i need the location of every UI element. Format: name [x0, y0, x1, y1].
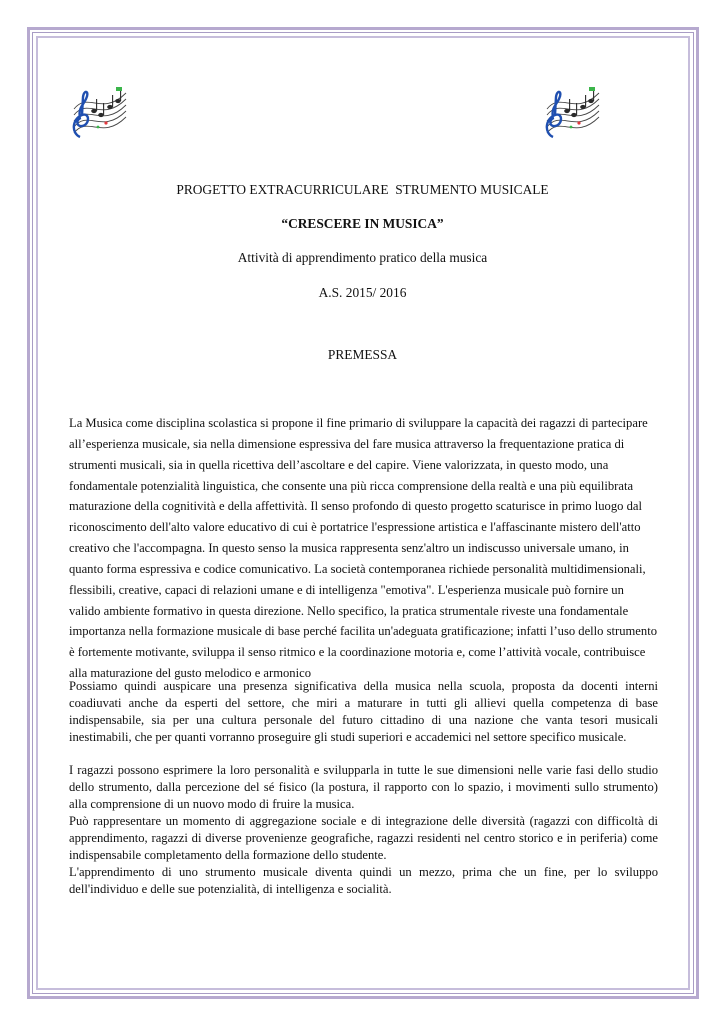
paragraph-personality: I ragazzi possono esprimere la loro personalità e svilupparla in tutte le sue dimensioni nelle varie fasi dello studio dello strumento, dalla percezione del sé fisico (la postura, il rapporto con lo spazio, i movimenti sullo strumento) alla comprensione di un nuovo modo di fruire la musica.	[69, 763, 658, 811]
music-staff-icon	[541, 85, 603, 141]
paragraph-school-music: Possiamo quindi auspicare una presenza significativa della musica nella scuola, proposta da docenti interni coadiuvati anche da esperti del settore, che miri a maturare in tutti gli allievi quella competenza di base indispensabile, sia per una cultura personale del futuro cittadino di una nazione che vanta tesori musicali inestimabili, che per quanti vorranno proseguire gli studi superiori e accademici nel settore specifico musicale.	[69, 679, 658, 744]
section-title: PREMESSA	[327, 347, 398, 362]
school-year: A.S. 2015/ 2016	[318, 285, 407, 300]
paragraph-intro: La Musica come disciplina scolastica si propone il fine primario di sviluppare la capacità dei ragazzi di partecipare all’esperienza musicale, sia nella dimensione espressiva del fare musica attraverso la frequentazione pratica di strumenti musicali, sia in quella ricettiva dell’ascoltare e del capire. Viene valorizzata, in questo modo, una fondamentale potenzialità linguistica, che consente una più ricca comprensione della realtà e una più equilibrata maturazione della cognitività e della affettività. Il senso profondo di questo progetto scaturisce in primo luogo dal riconoscimento dell'alto valore educativo di cui è portatrice l'espressione artistica e l'affascinante mistero dell'atto creativo che l'accompagna. In questo senso la musica rappresenta senz'altro un indiscusso universale umano, in quanto forma espressiva e codice comunicativo. La società contemporanea richiede personalità multidimensionali, flessibili, creative, capaci di relazioni umane e di intelligenza "emotiva". L'esperienza musicale può fornire un valido ambiente formativo in questa direzione. Nello specifico, la pratica strumentale riveste una fondamentale importanza nella formazione musicale di base perché facilita un'adeguata gratificazione; infatti l’uso dello strumento è fortemente motivante, sviluppa il senso ritmico e la coordinazione motoria e, come l’attività vocale, contribuisce alla maturazione del gusto melodico e armonico	[69, 416, 657, 681]
paragraph-integration: Può rappresentare un momento di aggregazione sociale e di integrazione delle diversità (ragazzi con difficoltà di apprendimento, ragazzi di diverse provenienze geografiche, ragazzi residenti nel centro storico e in periferia) come indispensabile completamento della formazione dello studente.	[69, 814, 658, 862]
paragraph-conclusion: L'apprendimento di uno strumento musicale diventa quindi un mezzo, prima che un fine, per lo sviluppo dell'individuo e delle sue potenzialità, di intelligenza e socialità.	[69, 865, 658, 896]
project-title: PROGETTO EXTRACURRICULARE STRUMENTO MUSICALE	[176, 182, 549, 197]
activity-line: Attività di apprendimento pratico della musica	[237, 250, 488, 265]
music-staff-icon	[68, 85, 130, 141]
project-subtitle: “CRESCERE IN MUSICA”	[281, 216, 444, 231]
